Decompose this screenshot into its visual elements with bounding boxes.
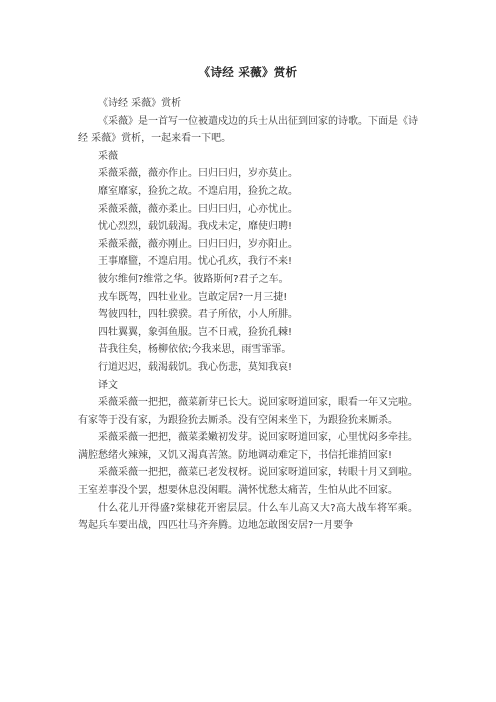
poem-line: 行道迟迟，载渴载饥。我心伤悲，莫知我哀!	[98, 361, 293, 373]
translation-paragraph: 采薇采薇一把把，薇菜柔嫩初发芽。说回家呀道回家，心里忧闷多牵挂。满腔愁绪火辣辣，又饥又渴真苦煞。防地调动难定下，书信托谁捎回家!	[78, 432, 418, 461]
intro-paragraph: 《采薇》是一首写一位被遣戍边的兵士从出征到回家的诗歌。下面是《诗经 采薇》赏析，一起来看一下吧。	[78, 115, 418, 145]
translation-heading: 译文	[98, 379, 118, 391]
translation-paragraph: 采薇采薇一把把，薇菜新芽已长大。说回家呀道回家，眼看一年又完啦。有家等于没有家，为跟猃狁去厮杀。没有空闲来坐下，为跟猃狁来厮杀。	[78, 397, 418, 426]
translation-paragraph: 采薇采薇一把把，薇菜已老发杈枒。说回家呀道回家，转眼十月又到啦。王室差事没个罢，想要休息没闲暇。满怀忧愁太痛苦，生怕从此不回家。	[78, 467, 418, 497]
poem-line: 彼尔维何?维常之华。彼路斯何?君子之车。	[98, 273, 289, 285]
poem-line: 采薇采薇，薇亦刚止。曰归曰归，岁亦阳止。	[98, 238, 298, 250]
poem-title: 采薇	[98, 150, 118, 162]
poem-line: 靡室靡家，猃狁之故。不遑启用，猃狁之故。	[98, 185, 298, 197]
poem-line: 四牡翼翼，象弭鱼服。岂不日戒，猃狁孔棘!	[98, 326, 293, 338]
poem-line: 采薇采薇，薇亦作止。曰归曰归，岁亦莫止。	[98, 168, 298, 180]
poem-line: 昔我往矣，杨柳依依;今我来思，雨雪霏霏。	[98, 344, 292, 356]
poem-line: 采薇采薇，薇亦柔止。曰归曰归，心亦忧止。	[98, 203, 298, 215]
translation-paragraph: 什么花儿开得盛?棠棣花开密层层。什么车儿高又大?高大战车将军乘。驾起兵车要出战，四匹壮马齐奔腾。边地怎敢图安居?一月要争	[78, 502, 418, 532]
poem-line: 戎车既驾，四牡业业。岂敢定居?一月三捷!	[98, 291, 288, 303]
intro-heading: 《诗经 采薇》赏析	[98, 98, 182, 109]
document-title: 《诗经 采薇》赏析	[198, 65, 298, 79]
poem-line: 忧心烈烈，载饥载渴。我戍未定，靡使归聘!	[98, 221, 293, 233]
document-body	[78, 95, 418, 535]
poem-line: 王事靡盬，不遑启用。忧心孔疚，我行不来!	[98, 256, 293, 268]
poem-line: 驾彼四牡，四牡骙骙。君子所依，小人所腓。	[98, 309, 298, 321]
